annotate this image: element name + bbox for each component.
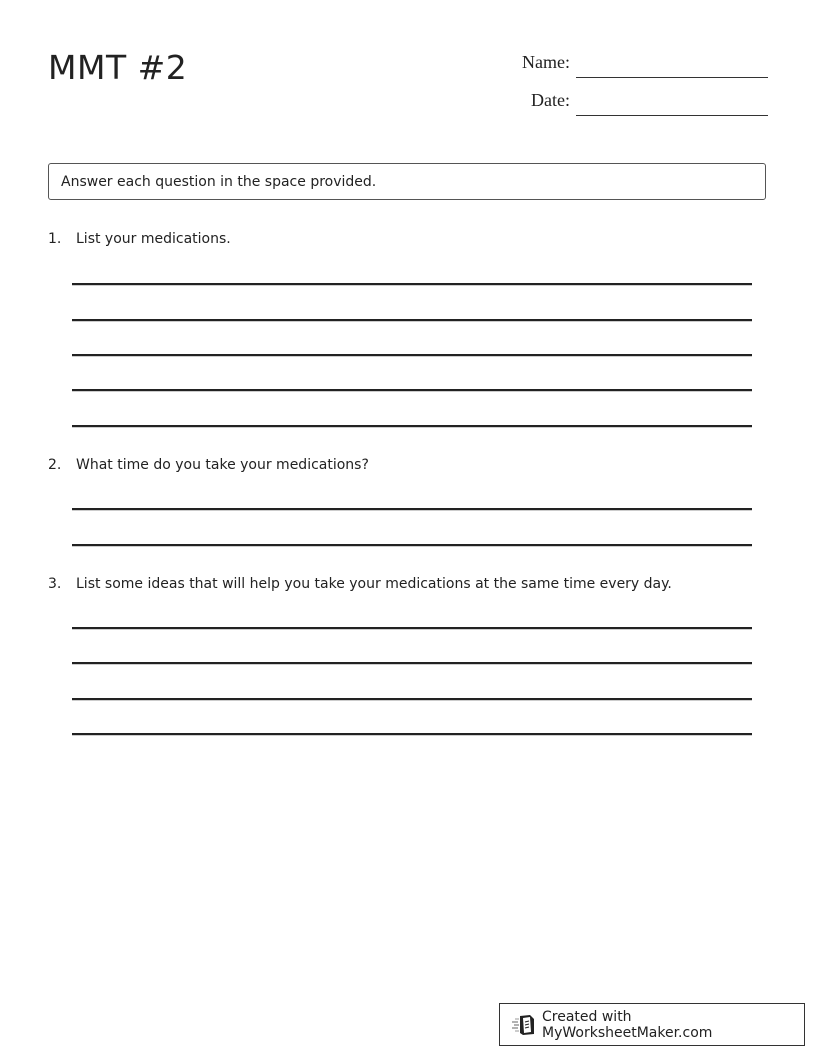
footer-text: Created with MyWorksheetMaker.com	[542, 1008, 713, 1041]
question-number: 3.	[48, 576, 62, 592]
date-input-line[interactable]	[576, 115, 768, 116]
answer-line[interactable]	[72, 662, 752, 665]
question-text: List some ideas that will help you take your medications at the same time every day.	[76, 576, 672, 592]
question-number: 2.	[48, 457, 62, 473]
answer-line[interactable]	[72, 544, 752, 547]
page-title: MMT #2	[48, 48, 188, 87]
answer-line[interactable]	[72, 283, 752, 286]
answer-line[interactable]	[72, 389, 752, 392]
answer-line[interactable]	[72, 733, 752, 736]
date-label: Date:	[531, 90, 570, 110]
worksheet-maker-logo-icon	[511, 1014, 535, 1036]
answer-line[interactable]	[72, 425, 752, 428]
answer-line[interactable]	[72, 508, 752, 511]
question-number: 1.	[48, 231, 62, 247]
answer-line[interactable]	[72, 627, 752, 630]
name-field	[480, 52, 570, 76]
question-text: What time do you take your medications?	[76, 457, 369, 473]
question-text: List your medications.	[76, 231, 231, 247]
date-field	[480, 90, 570, 114]
answer-line[interactable]	[72, 319, 752, 322]
answer-line[interactable]	[72, 698, 752, 701]
answer-line[interactable]	[72, 354, 752, 357]
name-input-line[interactable]	[576, 77, 768, 78]
footer-credit[interactable]	[499, 1003, 805, 1046]
name-label: Name:	[522, 52, 570, 72]
instructions-box: Answer each question in the space provided.	[48, 163, 766, 200]
